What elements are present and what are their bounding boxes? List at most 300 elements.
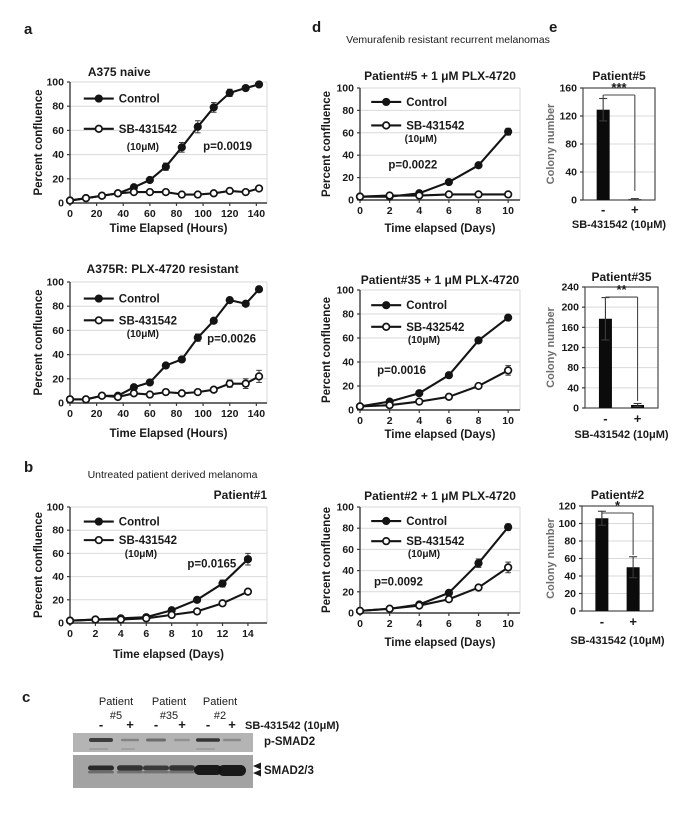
y-axis-label: Colony number: [545, 103, 557, 185]
y-tick-label: 20: [564, 588, 576, 600]
data-point-marker: [83, 396, 90, 403]
y-tick-label: 200: [561, 301, 579, 314]
legend-marker: [95, 518, 102, 525]
protein-band: [218, 765, 246, 776]
legend-label: Control: [118, 516, 160, 529]
data-point-marker: [179, 390, 186, 397]
x-tick-label: 140: [247, 208, 266, 220]
x-axis-label: Time Elapsed (Hours): [109, 223, 228, 235]
blot-row-label: p-SMAD2: [264, 736, 316, 748]
legend-marker: [95, 537, 102, 544]
y-tick-label: 100: [336, 284, 354, 297]
category-label: -: [603, 411, 608, 426]
data-point-marker: [505, 128, 512, 135]
y-tick-label: 60: [52, 124, 64, 137]
legend-label: SB-431542: [118, 123, 177, 136]
protein-band-shadow: [117, 771, 143, 773]
chart-title: A375 naive: [87, 65, 151, 79]
x-axis-label: SB-431542 (10μM): [574, 429, 669, 441]
protein-band: [169, 765, 195, 771]
x-tick-label: 8: [168, 628, 175, 640]
chart-title: Patient#5: [592, 69, 646, 83]
data-point-marker: [194, 123, 201, 130]
data-point-marker: [193, 596, 200, 603]
protein-band: [223, 739, 241, 742]
protein-band: [89, 738, 113, 742]
chart-title: Patient#5 + 1 μM PLX-4720: [364, 69, 516, 83]
data-point-marker: [163, 389, 170, 396]
data-point-marker: [194, 191, 201, 198]
y-tick-label: 60: [564, 553, 576, 565]
data-point-marker: [146, 176, 153, 183]
y-tick-label: 160: [561, 321, 579, 334]
data-point-marker: [226, 297, 233, 304]
protein-band-smear: [196, 748, 215, 750]
x-axis-label: Time elapsed (Days): [384, 429, 496, 441]
category-label: +: [633, 411, 642, 426]
y-tick-label: 20: [52, 594, 64, 607]
data-point-marker: [179, 191, 186, 198]
x-axis-label: SB-431542 (10μM): [570, 635, 665, 647]
data-point-marker: [143, 615, 150, 622]
protein-band: [88, 766, 114, 771]
protein-band-smear: [121, 748, 135, 750]
protein-band: [196, 738, 220, 742]
data-point-marker: [194, 389, 201, 396]
legend-marker: [383, 538, 390, 545]
x-tick-label: 0: [357, 205, 363, 217]
y-tick-label: 0: [58, 617, 64, 630]
data-point-marker: [505, 191, 512, 198]
data-point-marker: [416, 192, 423, 199]
protein-band-smear: [89, 748, 108, 750]
significance-stars: **: [616, 282, 627, 298]
data-point-marker: [226, 89, 233, 96]
data-point-marker: [416, 390, 423, 397]
x-tick-label: 0: [67, 208, 73, 220]
chart-title: Patient#35: [591, 270, 652, 284]
bar: [595, 518, 608, 611]
x-tick-label: 4: [416, 415, 423, 427]
x-tick-label: 20: [90, 208, 103, 220]
y-tick-label: 40: [52, 571, 64, 584]
data-point-marker: [242, 300, 249, 307]
data-point-marker: [131, 189, 138, 196]
data-point-marker: [386, 605, 393, 612]
legend-label: SB-432542: [406, 321, 465, 334]
lane-group-label: #5: [109, 710, 123, 722]
data-point-marker: [242, 189, 249, 196]
legend-note: (10μM): [407, 334, 441, 346]
data-point-marker: [245, 588, 252, 595]
y-tick-label: 80: [342, 308, 354, 321]
y-tick-label: 40: [342, 149, 354, 162]
data-point-marker: [226, 188, 233, 195]
data-point-marker: [386, 402, 393, 409]
band-arrow-icon: [253, 763, 261, 770]
panel-label-a: a: [24, 21, 33, 38]
y-axis-label: Percent confluence: [321, 506, 333, 614]
data-point-marker: [505, 367, 512, 374]
legend-label: SB-431542: [118, 535, 177, 548]
y-tick-label: 80: [342, 522, 354, 535]
y-tick-label: 80: [567, 362, 579, 375]
x-tick-label: 40: [117, 408, 130, 420]
chart-title: Patient#35 + 1 μM PLX-4720: [360, 273, 520, 287]
y-tick-label: 40: [342, 565, 354, 578]
lane-group-label: Patient: [202, 696, 238, 708]
data-point-marker: [162, 163, 169, 170]
legend-label: Control: [118, 93, 160, 106]
y-tick-label: 100: [46, 276, 64, 289]
data-point-marker: [99, 392, 106, 399]
x-tick-label: 120: [220, 208, 239, 220]
data-point-marker: [115, 394, 122, 401]
data-point-marker: [386, 192, 393, 199]
x-tick-label: 2: [386, 415, 393, 427]
protein-band: [174, 739, 190, 741]
y-tick-label: 20: [342, 586, 354, 599]
data-point-marker: [505, 314, 512, 321]
data-point-marker: [416, 602, 423, 609]
p-value: p=0.0092: [373, 576, 423, 589]
x-tick-label: 0: [67, 408, 73, 420]
data-point-marker: [255, 81, 262, 88]
legend-note: (10μM): [124, 548, 158, 560]
x-tick-label: 6: [445, 205, 452, 217]
y-tick-label: 40: [52, 349, 64, 362]
data-point-marker: [446, 596, 453, 603]
line-chart-patient1: [30, 458, 300, 673]
legend-marker: [95, 95, 102, 102]
data-point-marker: [475, 191, 482, 198]
y-tick-label: 20: [52, 373, 64, 386]
lane-sign: -: [205, 717, 211, 732]
data-point-marker: [115, 190, 122, 197]
y-tick-label: 60: [52, 324, 64, 337]
y-tick-label: 100: [46, 501, 64, 514]
x-tick-label: 80: [170, 208, 183, 220]
line-chart-patient35-plx: [318, 266, 558, 448]
bar-chart-colony-patient35: [540, 266, 700, 452]
legend-marker: [383, 324, 390, 331]
protein-band: [143, 766, 169, 771]
y-tick-label: 0: [58, 197, 64, 210]
legend-label: Control: [118, 293, 160, 306]
y-tick-label: 40: [565, 166, 577, 179]
category-label: -: [600, 202, 606, 217]
chart-title: Patient#2 + 1 μM PLX-4720: [364, 489, 516, 503]
data-point-marker: [475, 560, 482, 567]
legend-note: (10μM): [407, 548, 441, 560]
legend-marker: [95, 317, 102, 324]
legend-note: (10μM): [126, 141, 160, 153]
x-axis-label: SB-431542 (10μM): [571, 219, 667, 231]
legend-note: (10μM): [404, 133, 437, 145]
data-point-marker: [194, 608, 201, 615]
protein-band-shadow: [143, 771, 169, 773]
x-tick-label: 2: [386, 618, 393, 630]
x-axis-label: Time elapsed (Days): [384, 637, 496, 649]
y-tick-label: 80: [564, 535, 576, 548]
x-tick-label: 12: [216, 628, 229, 640]
panel-title: Untreated patient derived melanoma: [87, 469, 258, 481]
y-tick-label: 160: [559, 82, 577, 95]
y-tick-label: 20: [342, 380, 354, 393]
x-tick-label: 140: [247, 408, 266, 420]
data-point-marker: [416, 398, 423, 405]
panel-label-b: b: [24, 459, 34, 476]
lane-group-label: Patient: [98, 696, 134, 708]
protein-band: [194, 765, 222, 775]
y-axis-label: Percent confluence: [33, 89, 45, 196]
lane-group-label: #2: [213, 710, 227, 722]
legend-label: Control: [406, 300, 448, 313]
data-point-marker: [357, 193, 364, 200]
x-tick-label: 6: [445, 415, 452, 427]
y-axis-label: Percent confluence: [321, 296, 333, 404]
x-tick-label: 40: [117, 208, 130, 220]
data-point-marker: [92, 616, 99, 623]
data-point-marker: [67, 197, 74, 204]
x-tick-label: 4: [416, 205, 423, 217]
y-axis-label: Colony number: [545, 518, 557, 599]
data-point-marker: [445, 372, 452, 379]
y-tick-label: 40: [567, 382, 579, 395]
data-point-marker: [210, 104, 217, 111]
panel-label-c: c: [22, 689, 31, 706]
y-tick-label: 40: [342, 356, 354, 369]
x-tick-label: 10: [502, 415, 514, 427]
category-label: +: [629, 614, 637, 629]
x-axis-label: Time Elapsed (Hours): [109, 428, 228, 440]
p-value: p=0.0016: [377, 365, 427, 377]
legend-label: SB-431542: [406, 536, 465, 549]
y-tick-label: 60: [52, 547, 64, 560]
x-tick-label: 6: [445, 618, 452, 630]
legend-marker: [383, 98, 390, 105]
x-tick-label: 0: [357, 618, 363, 630]
x-tick-label: 80: [170, 408, 183, 420]
data-point-marker: [67, 396, 74, 403]
protein-band-shadow: [169, 771, 195, 773]
legend-label: Control: [406, 96, 448, 109]
y-tick-label: 0: [348, 607, 354, 620]
western-blot-image: [20, 688, 390, 814]
data-point-marker: [178, 144, 185, 151]
data-point-marker: [445, 178, 452, 185]
legend-note: (10μM): [126, 329, 160, 341]
y-tick-label: 0: [570, 605, 576, 618]
x-tick-label: 14: [242, 628, 254, 640]
x-tick-label: 8: [475, 205, 482, 217]
x-tick-label: 2: [386, 205, 393, 217]
data-point-marker: [244, 556, 251, 563]
y-tick-label: 60: [342, 332, 354, 345]
y-axis-label: Colony number: [545, 307, 557, 388]
data-point-marker: [194, 334, 201, 341]
band-arrow-icon: [253, 770, 261, 777]
x-tick-label: 20: [90, 408, 103, 420]
y-tick-label: 20: [52, 173, 64, 186]
x-tick-label: 60: [144, 408, 156, 420]
series-line: [360, 194, 508, 196]
y-tick-label: 0: [348, 194, 354, 207]
x-tick-label: 0: [357, 415, 363, 427]
data-point-marker: [131, 390, 138, 397]
x-tick-label: 100: [194, 208, 212, 220]
y-tick-label: 100: [558, 518, 576, 530]
data-point-marker: [475, 383, 482, 390]
y-tick-label: 40: [52, 149, 64, 162]
legend-marker: [383, 122, 390, 129]
panel-label-d: d: [312, 19, 322, 36]
line-chart-a375r-resistant: [30, 253, 300, 458]
data-point-marker: [226, 380, 233, 387]
p-value: p=0.0022: [388, 159, 438, 172]
x-tick-label: 8: [475, 618, 482, 630]
data-point-marker: [118, 616, 125, 623]
data-point-marker: [242, 84, 249, 91]
data-point-marker: [357, 608, 364, 615]
y-tick-label: 100: [336, 82, 354, 95]
data-point-marker: [210, 386, 217, 393]
x-tick-label: 4: [416, 618, 423, 630]
line-chart-patient5-plx: [318, 56, 558, 238]
data-point-marker: [147, 391, 154, 398]
data-point-marker: [505, 564, 512, 571]
legend-label: SB-431542: [406, 120, 465, 133]
y-tick-label: 0: [571, 194, 577, 207]
data-point-marker: [242, 380, 249, 387]
y-tick-label: 240: [561, 281, 579, 294]
x-tick-label: 4: [117, 628, 124, 640]
data-point-marker: [255, 286, 262, 293]
data-point-marker: [219, 580, 226, 587]
lane-sign: +: [228, 717, 236, 732]
significance-stars: ***: [611, 80, 627, 95]
data-point-marker: [147, 189, 154, 196]
blot-row-label: SMAD2/3: [264, 765, 314, 777]
data-point-marker: [210, 190, 217, 197]
x-tick-label: 10: [502, 618, 514, 630]
line-chart-a375-naive: [30, 40, 300, 245]
data-point-marker: [67, 617, 74, 624]
y-tick-label: 100: [46, 76, 64, 89]
legend-marker: [383, 302, 390, 309]
bar-chart-colony-patient5: [540, 56, 700, 238]
legend-marker: [383, 517, 390, 524]
protein-band: [117, 765, 143, 771]
data-point-marker: [168, 612, 175, 619]
data-point-marker: [163, 189, 170, 196]
data-point-marker: [256, 373, 263, 380]
x-axis-label: Time elapsed (Days): [112, 649, 225, 661]
y-tick-label: 100: [336, 501, 354, 514]
protein-band: [146, 739, 166, 742]
x-tick-label: 10: [502, 205, 514, 217]
y-tick-label: 60: [342, 543, 354, 556]
data-point-marker: [99, 192, 106, 199]
x-tick-label: 10: [191, 628, 203, 640]
y-tick-label: 60: [342, 127, 354, 140]
treatment-label: SB-431542 (10μM): [245, 720, 340, 732]
protein-band-shadow: [88, 771, 114, 773]
chart-title: A375R: PLX-4720 resistant: [86, 262, 239, 276]
x-axis-label: Time elapsed (Days): [384, 223, 496, 235]
y-axis-label: Percent confluence: [33, 511, 45, 619]
data-point-marker: [475, 584, 482, 591]
legend-label: SB-431542: [118, 315, 177, 328]
x-tick-label: 0: [67, 628, 73, 640]
data-point-marker: [162, 362, 169, 369]
data-point-marker: [210, 317, 217, 324]
y-tick-label: 40: [564, 570, 576, 583]
bar-chart-colony-patient2: [540, 480, 700, 660]
y-axis-label: Percent confluence: [321, 90, 333, 198]
x-tick-label: 100: [194, 408, 212, 420]
data-point-marker: [446, 394, 453, 401]
data-point-marker: [475, 162, 482, 169]
y-tick-label: 20: [342, 172, 354, 185]
lane-sign: +: [126, 717, 134, 732]
y-axis-label: Percent confluence: [33, 289, 45, 396]
lane-group-label: #35: [159, 710, 179, 722]
y-tick-label: 120: [558, 500, 576, 513]
y-tick-label: 0: [58, 397, 64, 410]
panel-d-subtitle: Vemurafenib resistant recurrent melanomas: [346, 34, 550, 46]
line-chart-patient2-plx: [318, 480, 558, 660]
data-point-marker: [357, 403, 364, 410]
data-point-marker: [505, 524, 512, 531]
y-tick-label: 80: [52, 300, 64, 313]
x-tick-label: 8: [475, 415, 482, 427]
y-tick-label: 80: [342, 104, 354, 117]
panel-label-e: e: [549, 19, 558, 36]
lane-sign: +: [178, 717, 186, 732]
y-tick-label: 80: [565, 138, 577, 151]
protein-band: [121, 739, 139, 742]
p-value: p=0.0165: [187, 558, 237, 571]
corner-label: Patient#1: [213, 488, 267, 502]
legend-marker: [95, 126, 102, 133]
category-label: +: [631, 202, 639, 217]
y-tick-label: 120: [559, 110, 577, 123]
category-label: -: [599, 614, 605, 629]
chart-title: Patient#2: [590, 488, 645, 502]
significance-stars: *: [614, 498, 621, 513]
data-point-marker: [256, 185, 263, 192]
data-point-marker: [219, 600, 226, 607]
y-tick-label: 80: [52, 524, 64, 537]
lane-sign: -: [98, 717, 104, 732]
p-value: p=0.0026: [207, 333, 257, 346]
x-tick-label: 120: [220, 408, 239, 420]
legend-label: Control: [406, 516, 448, 529]
y-tick-label: 120: [561, 342, 579, 354]
lane-group-label: Patient: [151, 696, 187, 708]
x-tick-label: 2: [92, 628, 99, 640]
lane-sign: -: [153, 717, 159, 732]
data-point-marker: [146, 379, 153, 386]
x-tick-label: 6: [143, 628, 150, 640]
y-tick-label: 80: [52, 100, 64, 113]
data-point-marker: [475, 337, 482, 344]
y-tick-label: 0: [348, 404, 354, 417]
y-tick-label: 0: [573, 402, 579, 415]
x-tick-label: 60: [144, 208, 156, 220]
legend-marker: [95, 295, 102, 302]
